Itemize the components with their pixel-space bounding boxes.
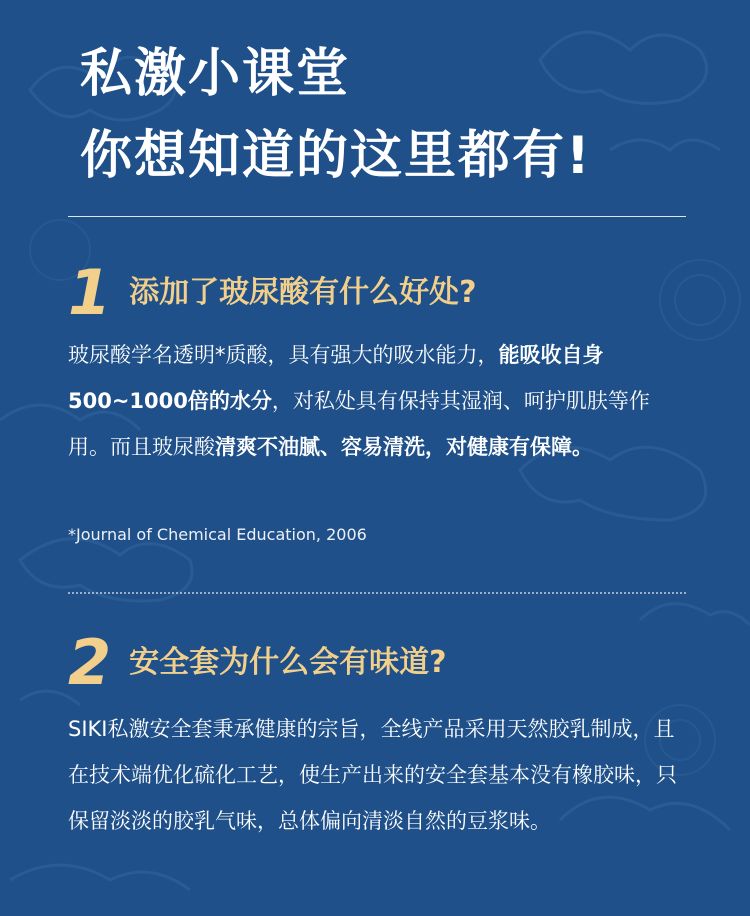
- section-1-text: ，对私处具有保持其湿润、呵护肌肤等作用。而且玻尿酸: [68, 389, 650, 459]
- section-1-title: 添加了玻尿酸有什么好处?: [129, 275, 477, 310]
- section-1-highlight: 能吸收自身500~1000倍的水分: [68, 343, 604, 413]
- section-1-footnote: *Journal of Chemical Education, 2006: [68, 525, 367, 544]
- header-divider: [68, 216, 686, 217]
- section-2-number: 2: [68, 626, 112, 699]
- section-1-number: 1: [68, 256, 112, 329]
- section-divider: [68, 592, 686, 594]
- section-1-paragraph: [68, 332, 688, 470]
- page-subtitle: 你想知道的这里都有!: [80, 126, 592, 186]
- section-1-heading: [68, 258, 477, 328]
- section-2-paragraph: [68, 706, 688, 844]
- section-2-heading: [68, 628, 447, 698]
- page-title: 私激小课堂: [80, 44, 351, 104]
- section-1-text: 玻尿酸学名透明*质酸，具有强大的吸水能力，: [68, 343, 499, 367]
- section-2-text: SIKI私激安全套秉承健康的宗旨，全线产品采用天然胶乳制成，且在技术端优化硫化工艺，使生产出来的安全套基本没有橡胶味，只保留淡淡的胶乳气味，总体偏向清淡自然的豆浆味。: [68, 717, 677, 833]
- section-2-title: 安全套为什么会有味道?: [129, 645, 447, 680]
- section-1-highlight: 清爽不油腻、容易清洗，对健康有保障。: [215, 435, 593, 459]
